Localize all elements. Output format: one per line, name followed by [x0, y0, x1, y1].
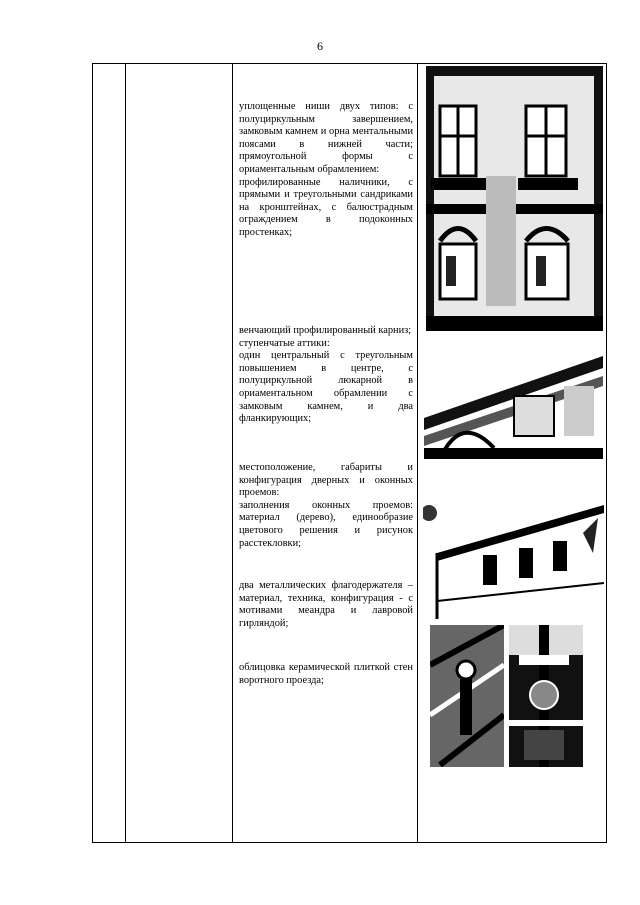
description-paragraph: один центральный с треугольным повышением в центре, с полуциркульной люкарной в ориаментальном обрамлении с замковым камнем, и два фланкирующих; [239, 350, 413, 425]
description-cell-cornice [239, 325, 413, 426]
description-cell-openings [239, 462, 413, 550]
description-paragraph: профилированные наличники, с прямыми и треугольными сандриками на кронштейнах, с балюстрадным ограждением в подоконных простенках; [239, 176, 413, 238]
description-paragraph: облицовка керамической плиткой стен воротного проезда; [239, 662, 413, 686]
description-cell-tiles [239, 662, 413, 687]
description-paragraph: местоположение, габариты и конфигурация дверных и оконных проемов: [239, 462, 413, 499]
description-paragraph: венчающий профилированный карниз; [239, 325, 412, 336]
flagholder-photo-right [509, 625, 583, 767]
column-divider [125, 64, 126, 842]
column-divider [232, 64, 233, 842]
facade-windows-photo [426, 66, 603, 331]
description-paragraph: заполнения оконных проемов: материал (дерево), единообразие цветового решения и рисунок расстекловки; [239, 499, 413, 549]
description-cell-windows [239, 101, 413, 240]
column-divider [417, 64, 418, 842]
description-paragraph: ступенчатые аттики: [239, 337, 330, 349]
description-paragraph: два металлических флагодержателя – материал, техника, конфигурация - с мотивами меандра и лавровой гирляндой; [239, 580, 413, 629]
description-paragraph: уплощенные ниши двух типов: с полуциркульным завершением, замковым камнем и орна ментальными поясами в нижней части; прямоугольной формы с ориаментальным обрамлением: [239, 101, 413, 175]
facade-openings-photo [423, 493, 604, 619]
cornice-attic-photo [424, 356, 603, 459]
description-cell-flagholders [239, 580, 413, 630]
flagholder-photo-left [430, 625, 504, 767]
page-number: 6 [317, 39, 323, 53]
